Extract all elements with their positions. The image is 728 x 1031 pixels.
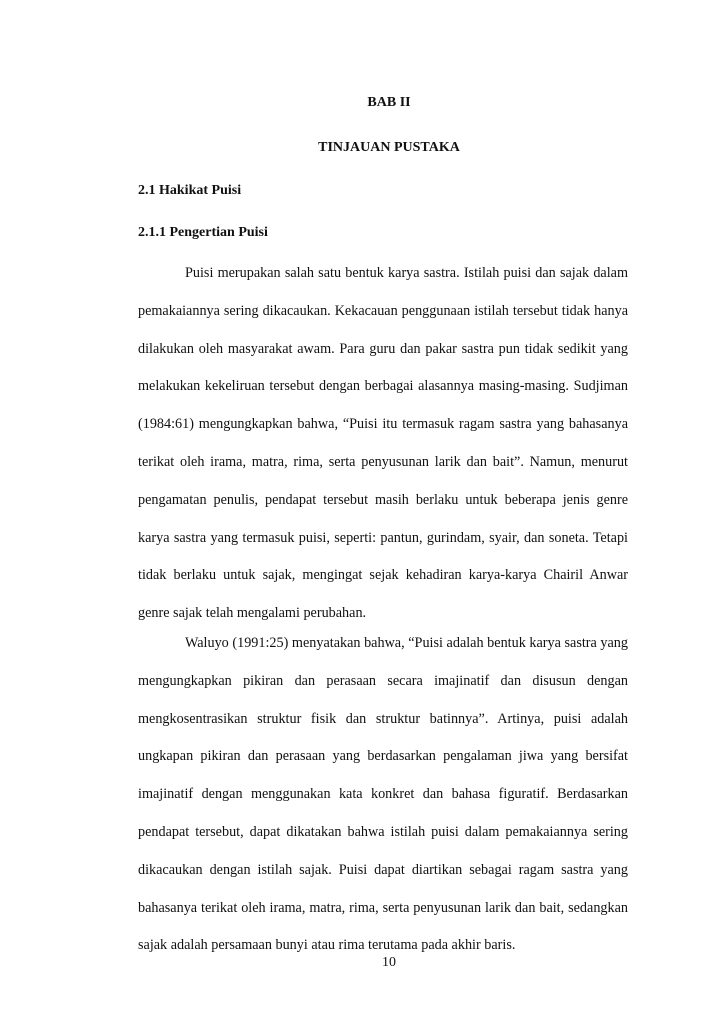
paragraph-2: [138, 625, 628, 965]
subsection-heading: 2.1.1 Pengertian Puisi: [138, 225, 268, 240]
section-heading: 2.1 Hakikat Puisi: [138, 183, 242, 198]
paragraph-2-text: Waluyo (1991:25) menyatakan bahwa, “Puisi adalah bentuk karya sastra yang mengungkapkan pikiran dan perasaan secara imajinatif dan disusun dengan mengkosentrasikan struktur fisik dan struktur batinnya”. Artinya, puisi adalah ungkapan pikiran dan perasaan yang berdasarkan pengalaman jiwa yang bersifat imajinatif dengan menggunakan kata konkret dan bahasa figuratif. Berdasarkan pendapat tersebut, dapat dikatakan bahwa istilah puisi dalam pemakaiannya sering dikacaukan dengan istilah sajak. Puisi dapat diartikan sebagai ragam sastra yang bahasanya terikat oleh irama, matra, rima, serta penyusunan larik dan bait, sedangkan sajak adalah persamaan bunyi atau rima terutama pada akhir baris.: [138, 635, 628, 954]
page-number: 10: [382, 955, 396, 970]
paragraph-1-text: Puisi merupakan salah satu bentuk karya sastra. Istilah puisi dan sajak dalam pemakaiannya sering dikacaukan. Kekacauan penggunaan istilah tersebut tidak hanya dilakukan oleh masyarakat awam. Para guru dan pakar sastra pun tidak sedikit yang melakukan kekeliruan tersebut dengan berbagai alasannya masing-masing. Sudjiman (1984:61) mengungkapkan bahwa, “Puisi itu termasuk ragam sastra yang bahasanya terikat oleh irama, matra, rima, serta penyusunan larik dan bait”. Namun, menurut pengamatan penulis, pendapat tersebut masih berlaku untuk beberapa jenis genre karya sastra yang termasuk puisi, seperti: pantun, gurindam, syair, dan soneta. Tetapi tidak berlaku untuk sajak, mengingat sejak kehadiran karya-karya Chairil Anwar genre sajak telah mengalami perubahan.: [138, 265, 628, 622]
paragraph-1: [138, 255, 628, 633]
chapter-label: BAB II: [367, 95, 411, 110]
chapter-title: TINJAUAN PUSTAKA: [318, 140, 460, 155]
